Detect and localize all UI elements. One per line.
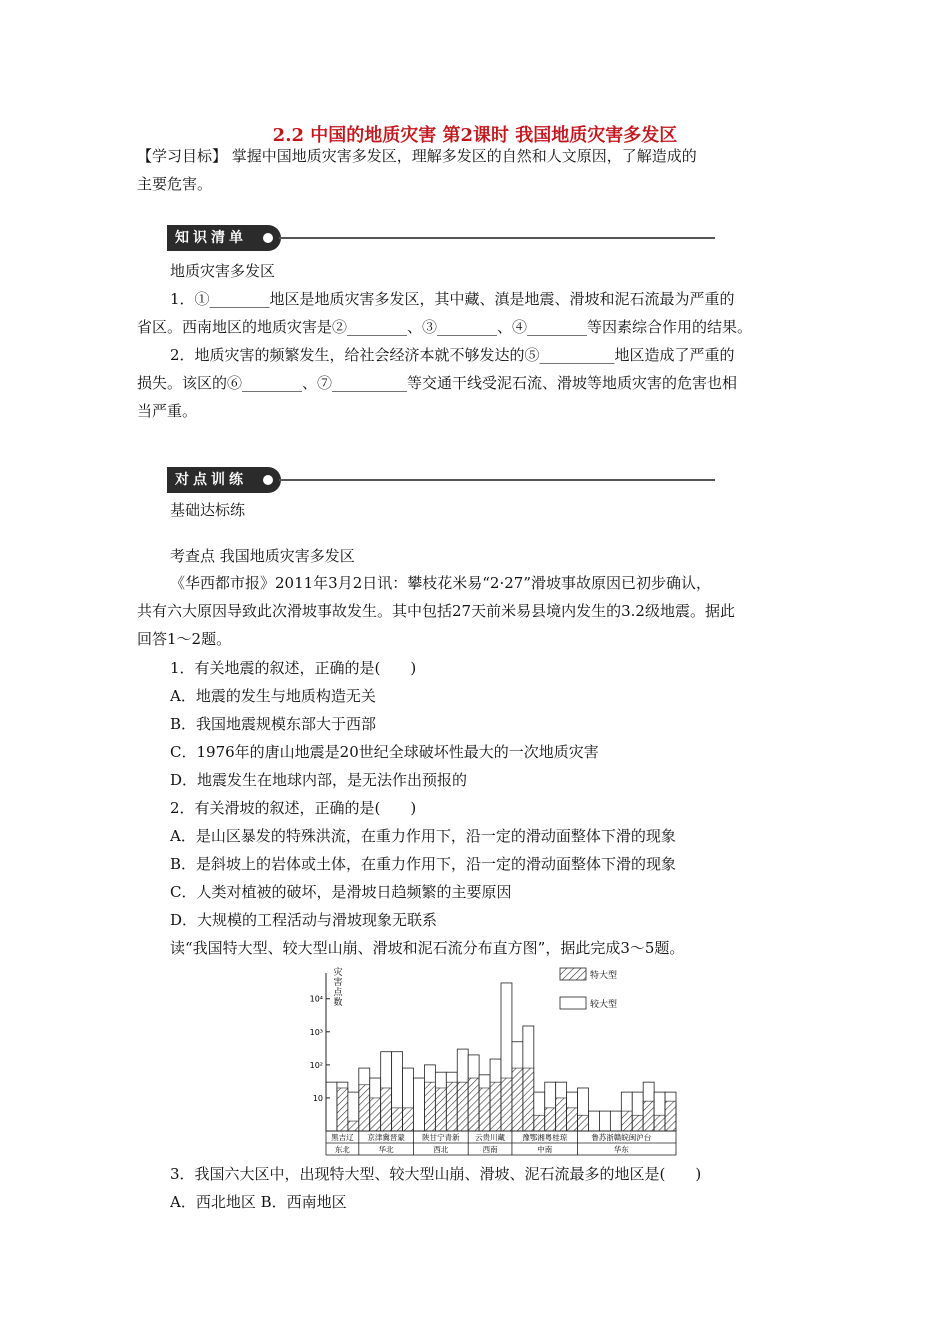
bar-extra-large xyxy=(665,1101,676,1131)
bar-extra-large xyxy=(512,1068,523,1131)
y-tick-label: 10³ xyxy=(309,1027,323,1037)
bar-extra-large xyxy=(446,1082,457,1131)
bar-extra-large xyxy=(501,1078,512,1131)
bar-large xyxy=(599,1111,610,1131)
y-tick-label: 10⁴ xyxy=(309,994,323,1004)
y-axis-label: 点 xyxy=(333,988,343,998)
bar-extra-large xyxy=(392,1108,403,1131)
banner-rule xyxy=(279,237,715,239)
banner-label: 对点训练 xyxy=(167,467,281,493)
category-label: 鲁苏浙赣皖闽沪台 xyxy=(591,1133,652,1142)
bar-extra-large xyxy=(654,1115,665,1131)
page-title: 2.2 中国的地质灾害 第2课时 我国地质灾害多发区 xyxy=(272,125,678,146)
question-stem: 2．有关滑坡的叙述，正确的是( ) xyxy=(170,799,417,817)
banner-rule xyxy=(279,479,715,481)
legend-label: 较大型 xyxy=(590,1000,618,1010)
banner-dot-icon xyxy=(263,475,273,485)
region-label: 中南 xyxy=(537,1145,553,1154)
bar-extra-large xyxy=(545,1108,556,1131)
bar-extra-large xyxy=(578,1115,589,1131)
bar-extra-large xyxy=(457,1082,468,1131)
bar-extra-large xyxy=(424,1082,435,1131)
intro-text: 《华西都市报》2011年3月2日讯：攀枝花米易“2·27”滑坡事故原因已初步确认， xyxy=(170,574,711,592)
intro-text: 共有六大原因导致此次滑坡事故发生。其中包括27天前米易县境内发生的3.2级地震。据此 xyxy=(137,602,735,620)
option: A．西北地区 B．西南地区 xyxy=(170,1193,347,1211)
bar-extra-large xyxy=(632,1115,643,1131)
bar-large xyxy=(326,1082,337,1131)
banner-dot-icon xyxy=(263,233,273,243)
question-stem: 1．有关地震的叙述，正确的是( ) xyxy=(170,659,417,677)
region-label: 西北 xyxy=(433,1145,449,1154)
bar-extra-large xyxy=(556,1098,567,1131)
fill-blank-line: 当严重。 xyxy=(137,402,198,420)
legend-label: 特大型 xyxy=(590,971,618,981)
bar-extra-large xyxy=(468,1078,479,1131)
category-label: 云贵川藏 xyxy=(475,1133,506,1142)
bar-extra-large xyxy=(435,1088,446,1131)
bar-extra-large xyxy=(567,1108,578,1131)
option: B．我国地震规模东部大于西部 xyxy=(170,715,377,733)
bar-extra-large xyxy=(534,1115,545,1131)
y-tick-label: 10² xyxy=(309,1060,323,1070)
bar-large xyxy=(610,1111,621,1131)
question-stem: 3．我国六大区中，出现特大型、较大型山崩、滑坡、泥石流最多的地区是( ) xyxy=(170,1165,702,1183)
subheading: 基础达标练 xyxy=(170,501,246,519)
intro-text: 回答1～2题。 xyxy=(137,630,232,648)
region-label: 东北 xyxy=(334,1145,350,1154)
learning-objective: 【学习目标】 掌握中国地质灾害多发区，理解多发区的自然和人文原因，了解造成的 xyxy=(137,147,697,165)
fill-blank-line: 2．地质灾害的频繁发生，给社会经济本就不够发达的⑤__________地区造成了严重的 xyxy=(170,346,735,364)
fill-blank-line: 1．①________地区是地质灾害多发区，其中藏、滇是地震、滑坡和泥石流最为严重的 xyxy=(170,290,735,308)
bar-extra-large xyxy=(359,1085,370,1131)
legend-swatch-large xyxy=(560,997,586,1009)
category-label: 京津冀晋蒙 xyxy=(367,1133,405,1142)
banner-label: 知识清单 xyxy=(167,225,281,251)
chart-intro: 读“我国特大型、较大型山崩、滑坡和泥石流分布直方图”，据此完成3～5题。 xyxy=(170,939,685,957)
bar-extra-large xyxy=(621,1111,632,1131)
option: A．地震的发生与地质构造无关 xyxy=(170,687,376,705)
bar-extra-large xyxy=(643,1101,654,1131)
fill-blank-line: 损失。该区的⑥________、⑦__________等交通干线受泥石流、滑坡等地质灾害的危害也相 xyxy=(137,374,738,392)
option: D．地震发生在地球内部，是无法作出预报的 xyxy=(170,771,468,789)
bar-extra-large xyxy=(403,1108,414,1131)
bar-large xyxy=(589,1111,600,1131)
y-axis-label: 灾 xyxy=(333,968,343,978)
category-label: 豫鄂湘粤桂琼 xyxy=(522,1133,568,1142)
bar-large xyxy=(414,1078,425,1131)
region-label: 西南 xyxy=(482,1145,498,1154)
legend-swatch-extra-large xyxy=(560,968,586,980)
option: C．1976年的唐山地震是20世纪全球破坏性最大的一次地质灾害 xyxy=(170,743,599,761)
bar-extra-large xyxy=(523,1068,534,1131)
option: D．大规模的工程活动与滑坡现象无联系 xyxy=(170,911,438,929)
bar-extra-large xyxy=(370,1098,381,1131)
y-axis-label: 数 xyxy=(333,998,343,1008)
bar-extra-large xyxy=(479,1088,490,1131)
bar-extra-large xyxy=(337,1088,348,1131)
section-heading: 地质灾害多发区 xyxy=(170,262,276,280)
bar-extra-large xyxy=(490,1082,501,1131)
option: C．人类对植被的破坏，是滑坡日趋频繁的主要原因 xyxy=(170,883,512,901)
option: A．是山区暴发的特殊洪流，在重力作用下，沿一定的滑动面整体下滑的现象 xyxy=(170,827,676,845)
category-label: 黑吉辽 xyxy=(331,1133,354,1142)
y-axis-label: 害 xyxy=(333,978,343,988)
y-tick-label: 10 xyxy=(312,1093,323,1103)
option: B．是斜坡上的岩体或土体，在重力作用下，沿一定的滑动面整体下滑的现象 xyxy=(170,855,677,873)
bar-extra-large xyxy=(348,1121,359,1131)
topic-line: 考查点 我国地质灾害多发区 xyxy=(170,547,355,565)
fill-blank-line: 省区。西南地区的地质灾害是②________、③________、④________等因素综合作用的结果。 xyxy=(137,318,753,336)
bar-extra-large xyxy=(381,1088,392,1131)
category-label: 陕甘宁青新 xyxy=(422,1133,460,1142)
disaster-histogram xyxy=(309,965,680,1158)
region-label: 华北 xyxy=(378,1145,394,1154)
region-label: 华东 xyxy=(613,1145,629,1154)
learning-objective-cont: 主要危害。 xyxy=(137,175,213,193)
